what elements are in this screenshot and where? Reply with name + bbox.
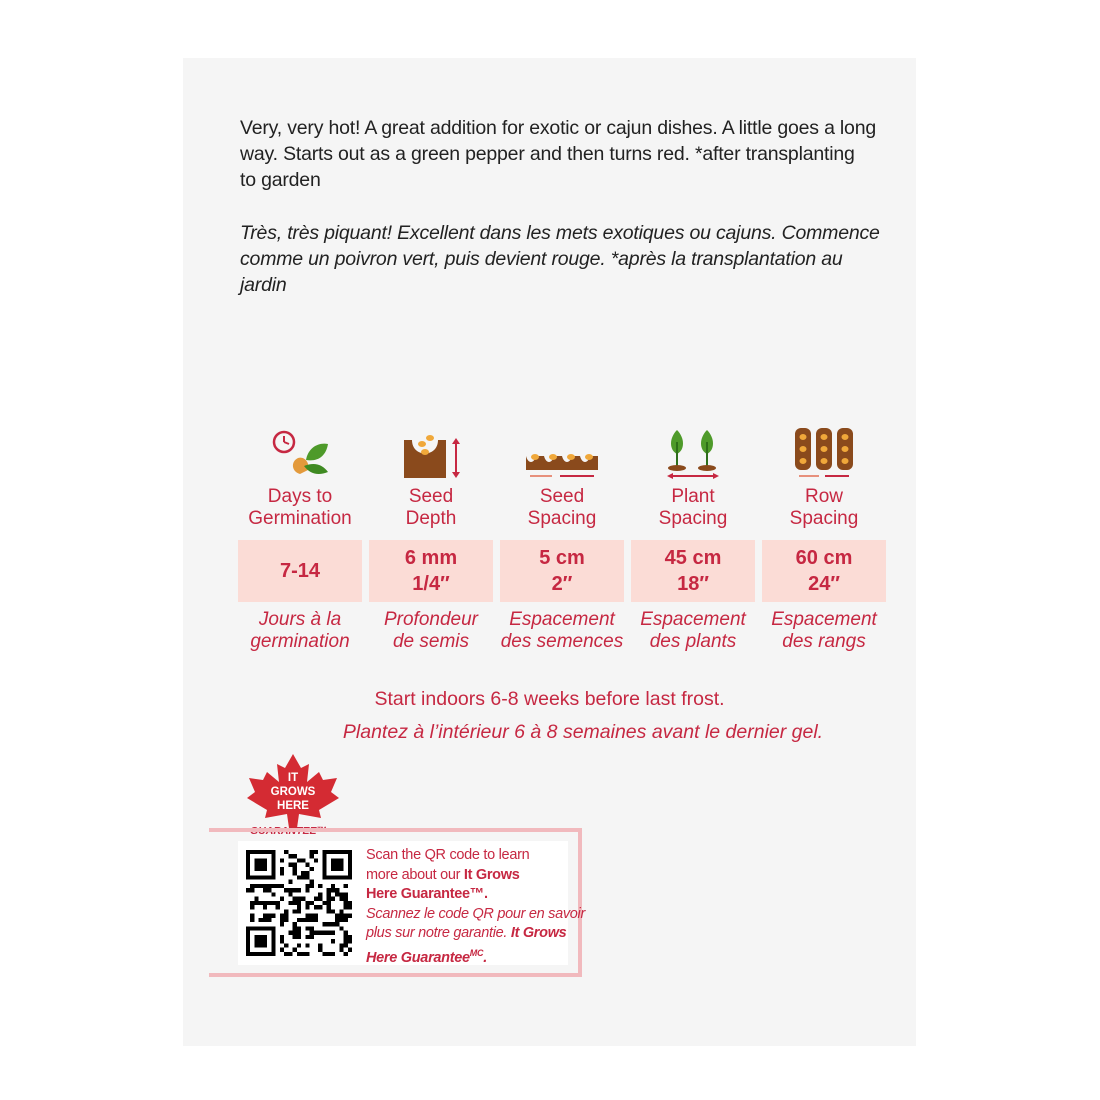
- description-english: [240, 115, 890, 193]
- qr-text-line: Scannez le code QR pour en savoir: [366, 905, 586, 922]
- label-line: Seed: [408, 486, 454, 507]
- value-line: 5 cm: [539, 547, 585, 569]
- description-french-line: comme un poivron vert, puis devient rouge. *après la transplantation au: [240, 248, 843, 270]
- value-line: 6 mm: [404, 547, 458, 569]
- plant-spacing-icon: [631, 428, 755, 480]
- label-line: de semis: [392, 631, 470, 652]
- qr-text-bold: It Grows: [463, 866, 520, 883]
- description-french-line: Très, très piquant! Excellent dans les mets exotiques ou cajuns. Commence: [240, 222, 880, 244]
- start-indoors-french: Plantez à l’intérieur 6 à 8 semaines avant le dernier gel.: [342, 721, 824, 743]
- description-french-line: jardin: [240, 274, 287, 296]
- label-line: Seed: [539, 486, 585, 507]
- description-english-line: Very, very hot! A great addition for exotic or cajun dishes. A little goes a long: [240, 117, 876, 139]
- label-line: Plant: [671, 486, 715, 507]
- qr-text-end: .: [483, 949, 487, 966]
- label-line: des rangs: [782, 631, 866, 652]
- espacement-plants-label: [631, 609, 755, 653]
- logo-line: HERE: [277, 800, 309, 812]
- qr-text-line: [366, 924, 566, 944]
- value-line: 45 cm: [664, 547, 722, 569]
- qr-text-line: [366, 944, 566, 968]
- label-line: Spacing: [658, 508, 728, 529]
- value-line: 2″: [551, 573, 573, 595]
- qr-text-sup: MC: [469, 947, 484, 958]
- label-line: Spacing: [789, 508, 859, 529]
- qr-text-line: Here Guarantee™.: [366, 886, 488, 902]
- seed-spacing-icon: [500, 428, 624, 480]
- label-line: Jours à la: [258, 609, 342, 630]
- value-line: 24″: [808, 573, 840, 595]
- qr-text-bold: It Grows: [510, 925, 567, 941]
- qr-text-part: plus sur notre garantie.: [366, 925, 508, 941]
- qr-text-line: Scan the QR code to learn: [366, 847, 530, 863]
- plant-spacing-label: [631, 486, 755, 530]
- qr-text-line: [366, 866, 566, 886]
- seed-spacing-value: [500, 540, 624, 602]
- logo-guarantee: GUARANTEE™: [250, 825, 328, 837]
- label-line: Espacement: [771, 609, 877, 630]
- qr-frame-bottom: [209, 973, 582, 977]
- label-line: Row: [804, 486, 843, 507]
- label-line: des plants: [649, 631, 737, 652]
- seed-spacing-label: [500, 486, 624, 530]
- label-line: germination: [250, 631, 350, 652]
- qr-card: [238, 841, 586, 966]
- label-line: Days to: [267, 486, 333, 507]
- plant-spacing-value: [631, 540, 755, 602]
- logo-line: GROWS: [270, 786, 316, 798]
- qr-description: [366, 846, 586, 968]
- label-line: Spacing: [527, 508, 597, 529]
- days-to-germination-value: [238, 540, 362, 602]
- value-line: 18″: [677, 573, 709, 595]
- logo-line: IT: [287, 772, 299, 784]
- description-french: [240, 220, 890, 298]
- start-indoors-english: Start indoors 6-8 weeks before last frost.: [374, 688, 725, 710]
- seed-depth-icon: [369, 428, 493, 480]
- clock-sprout-icon: [238, 428, 362, 480]
- label-line: Espacement: [640, 609, 746, 630]
- value-line: 7-14: [279, 560, 321, 582]
- value-line: 60 cm: [795, 547, 853, 569]
- qr-text-part: more about our: [366, 866, 461, 883]
- label-line: Germination: [248, 508, 352, 529]
- qr-code[interactable]: [246, 850, 352, 956]
- days-to-germination-label: [238, 486, 362, 530]
- row-spacing-value: [762, 540, 886, 602]
- label-line: Depth: [405, 508, 457, 529]
- value-line: 1/4″: [412, 573, 450, 595]
- seed-depth-value: [369, 540, 493, 602]
- jours-germination-label: [238, 609, 362, 653]
- profondeur-semis-label: [369, 609, 493, 653]
- seed-depth-label: [369, 486, 493, 530]
- seed-packet-back: [183, 58, 916, 1046]
- label-line: des semences: [500, 631, 624, 652]
- label-line: Espacement: [509, 609, 615, 630]
- description-english-line: to garden: [240, 169, 321, 191]
- qr-text-bold: Here Guarantee: [366, 949, 470, 966]
- espacement-semences-label: [500, 609, 624, 653]
- label-line: Profondeur: [383, 609, 478, 630]
- row-spacing-label: [762, 486, 886, 530]
- espacement-rangs-label: [762, 609, 886, 653]
- description-english-line: way. Starts out as a green pepper and then turns red. *after transplanting: [240, 143, 855, 165]
- row-spacing-icon: [762, 428, 886, 480]
